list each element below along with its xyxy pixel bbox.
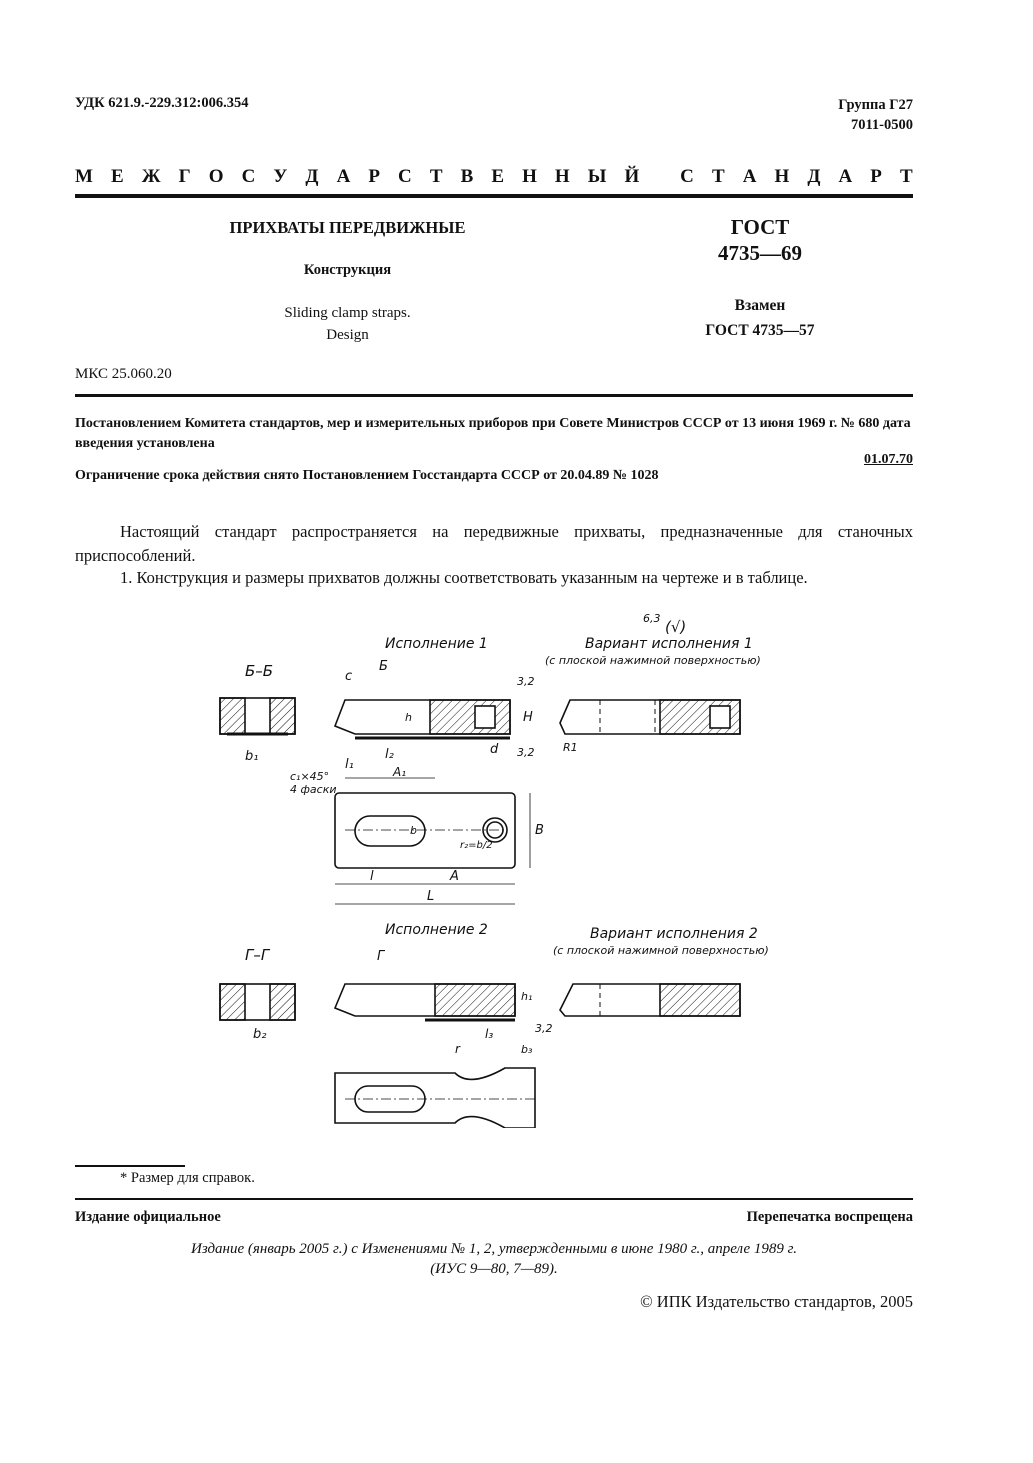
dim-H: H [523, 710, 533, 725]
dim-h: h [405, 711, 412, 724]
banner-letter: Т [899, 166, 913, 187]
gost-number [680, 214, 840, 266]
scope-paragraph: Настоящий стандарт распространяется на передвижные прихваты, предназначенные для станочных приспособлений. [75, 522, 913, 565]
chamfer-label: c₁×45° [290, 770, 330, 783]
english-title [150, 302, 545, 346]
roughness-mark: 6,3 [643, 612, 661, 625]
dim-l: l [370, 869, 374, 884]
document-subtitle: Конструкция [303, 262, 392, 278]
section-rule [75, 394, 913, 397]
banner-letter: Г [178, 166, 191, 187]
dim-l3: l₃ [485, 1027, 494, 1041]
exec1-label: Исполнение 1 [385, 636, 488, 652]
group-label: Группа Г27 [838, 97, 913, 113]
banner-letter: Е [491, 166, 505, 187]
edition-note [75, 1239, 913, 1279]
radius-r2: r₂=b/2 [460, 840, 493, 851]
gost-label: ГОСТ [730, 215, 790, 239]
banner-letter: А [742, 166, 757, 187]
replaced-standard: ГОСТ 4735—57 [705, 322, 815, 339]
banner-letter [657, 166, 662, 188]
header-rule [75, 194, 913, 198]
banner-letter: Н [554, 166, 570, 187]
roughness-32-a: 3,2 [517, 675, 535, 688]
radius-R1: R1 [563, 741, 578, 754]
group-code [838, 95, 913, 135]
banner-letter: Ж [141, 166, 161, 187]
roughness-32-b: 3,2 [517, 746, 535, 759]
dim-L: L [427, 889, 435, 904]
edition-line1: Издание (январь 2005 г.) с Изменениями № 1, 2, утвержденными в июне 1980 г., апреле 1989 г. [190, 1241, 798, 1257]
dim-b3: b₃ [521, 1043, 533, 1056]
interstate-standard-banner [75, 166, 913, 188]
roughness-check: (√) [665, 618, 687, 636]
replaces-block [680, 293, 840, 343]
banner-letter: У [273, 166, 288, 187]
footnote: * Размер для справок. [120, 1170, 255, 1186]
variant1-note: (с плоской нажимной поверхностью) [545, 654, 761, 667]
dim-d: d [490, 742, 499, 757]
limit-text: Ограничение срока действия снято Постановлением Госстандарта СССР от 20.04.89 № 1028 [75, 468, 659, 483]
udk-code: УДК 621.9.-229.312:006.354 [75, 95, 249, 111]
radius-r: r [455, 1042, 460, 1056]
gost-code: 4735—69 [718, 241, 802, 265]
dim-l2: l₂ [385, 747, 394, 762]
english-title-line2: Design [326, 327, 369, 343]
chamfer-count: 4 фаски [290, 783, 337, 796]
variant2-note: (с плоской нажимной поверхностью) [553, 944, 769, 957]
exec2-top-outline [335, 1068, 535, 1128]
exec2-label: Исполнение 2 [385, 922, 488, 938]
dim-l1: l₁ [345, 757, 354, 772]
variant1-label: Вариант исполнения 1 [585, 636, 753, 652]
banner-letter: Д [807, 166, 821, 187]
dim-A: A [450, 869, 459, 884]
replaces-label: Взамен [734, 297, 786, 314]
dim-b: b [410, 824, 417, 837]
banner-letter: С [680, 166, 694, 187]
dim-b2: b₂ [253, 1027, 267, 1042]
technical-drawing [205, 608, 785, 1128]
banner-letter: Т [429, 166, 443, 187]
banner-letter: С [241, 166, 256, 187]
banner-letter: Р [368, 166, 380, 187]
banner-letter: Д [305, 166, 319, 187]
banner-letter: Н [774, 166, 790, 187]
section-bb-hatch-left [220, 698, 245, 734]
banner-letter: Н [522, 166, 537, 187]
section-bb-hatch-right [270, 698, 295, 734]
banner-letter: О [208, 166, 224, 187]
banner-letter: Е [111, 166, 124, 187]
banner-letter: Т [711, 166, 725, 187]
copyright: © ИПК Издательство стандартов, 2005 [640, 1292, 913, 1311]
banner-letter: А [336, 166, 351, 187]
decree-text: Постановлением Комитета стандартов, мер и измерительных приборов при Совете Министров СССР от 13 июня 1969 г. № 680 дата введения установлена [75, 416, 911, 451]
banner-letter: М [75, 166, 93, 187]
effective-date: 01.07.70 [864, 452, 913, 467]
roughness-32-c: 3,2 [535, 1022, 553, 1035]
footer-rule [75, 1198, 913, 1200]
dim-B: B [535, 823, 544, 838]
cut-g-label: Г [377, 949, 385, 964]
classifier-code: 7011-0500 [850, 117, 913, 133]
variant2-label: Вариант исполнения 2 [590, 926, 758, 942]
banner-letter: Й [624, 166, 640, 187]
edition-line2: (ИУС 9—80, 7—89). [430, 1261, 558, 1277]
banner-letter: А [838, 166, 853, 187]
dim-A1: A₁ [393, 765, 407, 779]
reprint-prohibited: Перепечатка воспрещена [746, 1209, 913, 1225]
document-title: ПРИХВАТЫ ПЕРЕДВИЖНЫЕ [229, 218, 466, 237]
section-bb-label: Б–Б [245, 662, 274, 680]
section-gg-label: Г–Г [245, 946, 270, 964]
dim-c: c [345, 669, 353, 684]
banner-letter: Ы [587, 166, 607, 187]
banner-letter: Р [870, 166, 882, 187]
english-title-line1: Sliding clamp straps. [284, 305, 411, 321]
banner-letter: С [398, 166, 412, 187]
banner-letter: В [460, 166, 474, 187]
cut-b-label: Б [379, 659, 388, 674]
footnote-rule [75, 1165, 185, 1167]
design-paragraph: 1. Конструкция и размеры прихватов должны соответствовать указанным на чертеже и в таблице. [120, 568, 808, 587]
dim-h1: h₁ [521, 990, 533, 1003]
dim-b1: b₁ [245, 749, 259, 764]
official-edition: Издание официальное [75, 1209, 221, 1225]
mks-code: МКС 25.060.20 [75, 366, 172, 382]
